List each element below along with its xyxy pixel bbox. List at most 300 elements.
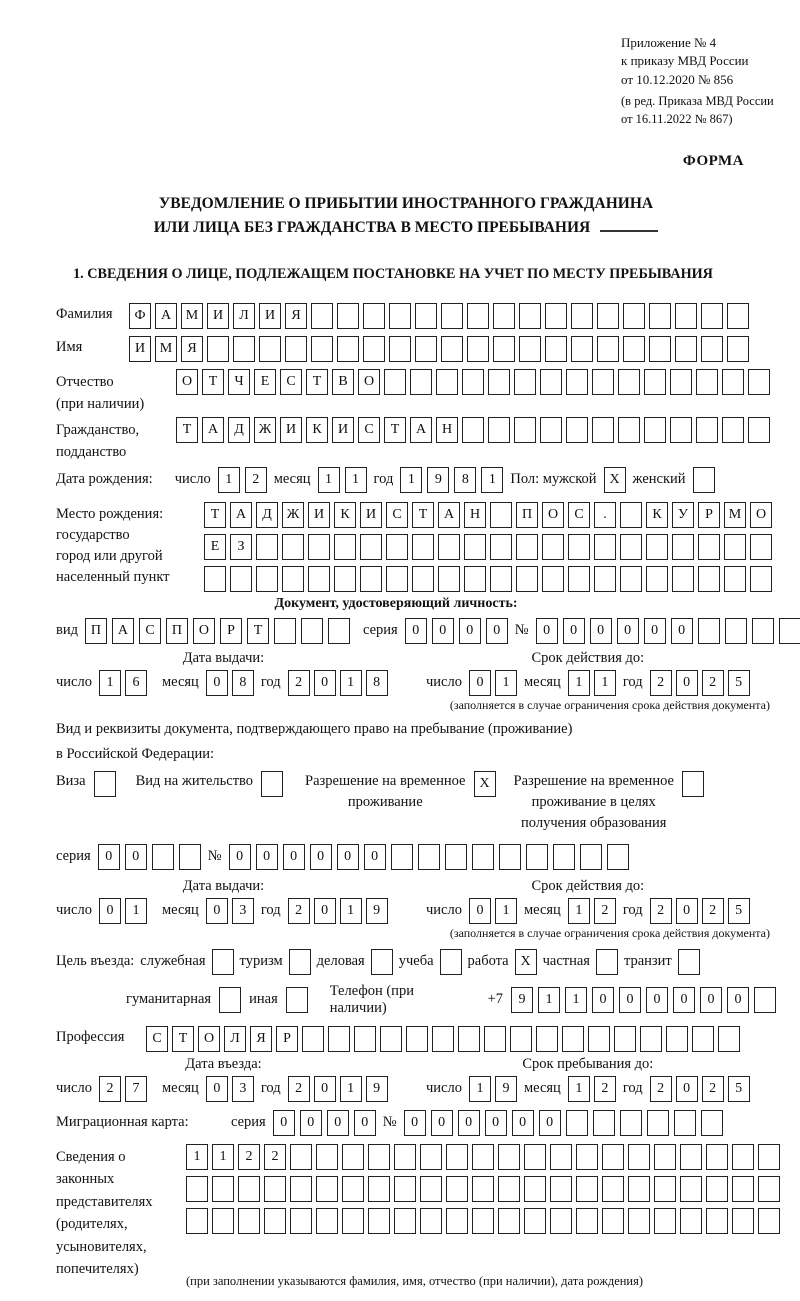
- char-cell[interactable]: [594, 534, 616, 560]
- birth-year-input[interactable]: [400, 467, 503, 493]
- purpose-tourism-checkbox[interactable]: [289, 949, 311, 975]
- char-cell[interactable]: [722, 417, 744, 443]
- char-cell[interactable]: Т: [247, 618, 269, 644]
- char-cell[interactable]: [654, 1208, 676, 1234]
- char-cell[interactable]: 0: [512, 1110, 534, 1136]
- char-cell[interactable]: Р: [698, 502, 720, 528]
- char-cell[interactable]: И: [280, 417, 302, 443]
- char-cell[interactable]: [446, 1176, 468, 1202]
- char-cell[interactable]: Л: [224, 1026, 246, 1052]
- representatives-line2-input[interactable]: [186, 1176, 780, 1202]
- char-cell[interactable]: [418, 844, 440, 870]
- char-cell[interactable]: О: [750, 502, 772, 528]
- char-cell[interactable]: [440, 949, 462, 975]
- char-cell[interactable]: И: [129, 336, 151, 362]
- char-cell[interactable]: [368, 1144, 390, 1170]
- char-cell[interactable]: О: [358, 369, 380, 395]
- char-cell[interactable]: [675, 336, 697, 362]
- char-cell[interactable]: Я: [285, 303, 307, 329]
- char-cell[interactable]: 0: [337, 844, 359, 870]
- char-cell[interactable]: С: [358, 417, 380, 443]
- char-cell[interactable]: С: [280, 369, 302, 395]
- char-cell[interactable]: 0: [469, 898, 491, 924]
- char-cell[interactable]: 0: [206, 1076, 228, 1102]
- residence-permit-checkbox[interactable]: [261, 771, 283, 797]
- char-cell[interactable]: 9: [511, 987, 533, 1013]
- char-cell[interactable]: 2: [650, 1076, 672, 1102]
- char-cell[interactable]: 9: [366, 898, 388, 924]
- char-cell[interactable]: [464, 566, 486, 592]
- char-cell[interactable]: 0: [563, 618, 585, 644]
- char-cell[interactable]: [186, 1176, 208, 1202]
- char-cell[interactable]: [628, 1144, 650, 1170]
- char-cell[interactable]: [540, 417, 562, 443]
- char-cell[interactable]: С: [386, 502, 408, 528]
- char-cell[interactable]: [354, 1026, 376, 1052]
- char-cell[interactable]: 0: [592, 987, 614, 1013]
- char-cell[interactable]: 0: [671, 618, 693, 644]
- profession-input[interactable]: [146, 1026, 740, 1052]
- purpose-transit-checkbox[interactable]: [678, 949, 700, 975]
- char-cell[interactable]: [701, 336, 723, 362]
- char-cell[interactable]: [698, 566, 720, 592]
- char-cell[interactable]: [510, 1026, 532, 1052]
- char-cell[interactable]: У: [672, 502, 694, 528]
- char-cell[interactable]: А: [202, 417, 224, 443]
- char-cell[interactable]: [696, 417, 718, 443]
- char-cell[interactable]: [420, 1208, 442, 1234]
- char-cell[interactable]: 0: [619, 987, 641, 1013]
- char-cell[interactable]: 0: [469, 670, 491, 696]
- char-cell[interactable]: [732, 1144, 754, 1170]
- visa-checkbox[interactable]: [94, 771, 116, 797]
- purpose-other-checkbox[interactable]: [286, 987, 308, 1013]
- char-cell[interactable]: [542, 566, 564, 592]
- char-cell[interactable]: [261, 771, 283, 797]
- char-cell[interactable]: [724, 566, 746, 592]
- char-cell[interactable]: [328, 1026, 350, 1052]
- char-cell[interactable]: О: [542, 502, 564, 528]
- char-cell[interactable]: [670, 417, 692, 443]
- res-valid-month-input[interactable]: [568, 898, 616, 924]
- char-cell[interactable]: А: [438, 502, 460, 528]
- stay-day-input[interactable]: [469, 1076, 517, 1102]
- char-cell[interactable]: Т: [384, 417, 406, 443]
- char-cell[interactable]: [274, 618, 296, 644]
- char-cell[interactable]: Я: [250, 1026, 272, 1052]
- char-cell[interactable]: [445, 844, 467, 870]
- char-cell[interactable]: [438, 534, 460, 560]
- char-cell[interactable]: [545, 303, 567, 329]
- char-cell[interactable]: [576, 1176, 598, 1202]
- char-cell[interactable]: [706, 1144, 728, 1170]
- char-cell[interactable]: Т: [176, 417, 198, 443]
- char-cell[interactable]: [542, 534, 564, 560]
- temp-residence-edu-checkbox[interactable]: [682, 771, 704, 797]
- char-cell[interactable]: [614, 1026, 636, 1052]
- char-cell[interactable]: 5: [728, 898, 750, 924]
- char-cell[interactable]: 1: [495, 898, 517, 924]
- char-cell[interactable]: [682, 771, 704, 797]
- char-cell[interactable]: 1: [568, 1076, 590, 1102]
- char-cell[interactable]: [644, 369, 666, 395]
- residence-number-input[interactable]: [229, 844, 629, 870]
- char-cell[interactable]: И: [207, 303, 229, 329]
- char-cell[interactable]: Д: [256, 502, 278, 528]
- char-cell[interactable]: 2: [650, 898, 672, 924]
- char-cell[interactable]: 2: [288, 1076, 310, 1102]
- char-cell[interactable]: [692, 1026, 714, 1052]
- char-cell[interactable]: К: [306, 417, 328, 443]
- char-cell[interactable]: А: [410, 417, 432, 443]
- char-cell[interactable]: 2: [702, 670, 724, 696]
- char-cell[interactable]: [718, 1026, 740, 1052]
- char-cell[interactable]: [290, 1208, 312, 1234]
- char-cell[interactable]: И: [308, 502, 330, 528]
- char-cell[interactable]: 0: [432, 618, 454, 644]
- char-cell[interactable]: [732, 1176, 754, 1202]
- char-cell[interactable]: [623, 336, 645, 362]
- char-cell[interactable]: X: [474, 771, 496, 797]
- representatives-line1-input[interactable]: [186, 1144, 780, 1170]
- char-cell[interactable]: 1: [538, 987, 560, 1013]
- char-cell[interactable]: [566, 417, 588, 443]
- char-cell[interactable]: [386, 534, 408, 560]
- char-cell[interactable]: 2: [288, 670, 310, 696]
- char-cell[interactable]: 2: [288, 898, 310, 924]
- res-issue-month-input[interactable]: [206, 898, 254, 924]
- char-cell[interactable]: [675, 303, 697, 329]
- char-cell[interactable]: [562, 1026, 584, 1052]
- char-cell[interactable]: С: [146, 1026, 168, 1052]
- surname-input[interactable]: [129, 303, 749, 329]
- char-cell[interactable]: 9: [495, 1076, 517, 1102]
- char-cell[interactable]: 0: [364, 844, 386, 870]
- char-cell[interactable]: [727, 303, 749, 329]
- char-cell[interactable]: [618, 417, 640, 443]
- char-cell[interactable]: Л: [233, 303, 255, 329]
- char-cell[interactable]: [94, 771, 116, 797]
- char-cell[interactable]: [438, 566, 460, 592]
- char-cell[interactable]: 2: [245, 467, 267, 493]
- char-cell[interactable]: [384, 369, 406, 395]
- char-cell[interactable]: [593, 1110, 615, 1136]
- char-cell[interactable]: [389, 303, 411, 329]
- char-cell[interactable]: 1: [495, 670, 517, 696]
- char-cell[interactable]: [550, 1144, 572, 1170]
- char-cell[interactable]: [516, 534, 538, 560]
- char-cell[interactable]: О: [193, 618, 215, 644]
- char-cell[interactable]: [337, 303, 359, 329]
- char-cell[interactable]: [432, 1026, 454, 1052]
- char-cell[interactable]: [472, 1144, 494, 1170]
- char-cell[interactable]: [568, 566, 590, 592]
- char-cell[interactable]: 1: [565, 987, 587, 1013]
- char-cell[interactable]: [212, 1176, 234, 1202]
- char-cell[interactable]: К: [646, 502, 668, 528]
- char-cell[interactable]: [550, 1208, 572, 1234]
- doc-type-input[interactable]: [85, 618, 350, 644]
- char-cell[interactable]: [568, 534, 590, 560]
- char-cell[interactable]: [406, 1026, 428, 1052]
- char-cell[interactable]: [316, 1176, 338, 1202]
- char-cell[interactable]: [644, 417, 666, 443]
- char-cell[interactable]: 0: [354, 1110, 376, 1136]
- char-cell[interactable]: 3: [232, 1076, 254, 1102]
- char-cell[interactable]: В: [332, 369, 354, 395]
- char-cell[interactable]: 1: [340, 670, 362, 696]
- char-cell[interactable]: Ч: [228, 369, 250, 395]
- char-cell[interactable]: [519, 303, 541, 329]
- char-cell[interactable]: [311, 303, 333, 329]
- char-cell[interactable]: [412, 534, 434, 560]
- char-cell[interactable]: [620, 534, 642, 560]
- char-cell[interactable]: 2: [594, 1076, 616, 1102]
- char-cell[interactable]: [186, 1208, 208, 1234]
- char-cell[interactable]: [597, 303, 619, 329]
- char-cell[interactable]: [152, 844, 174, 870]
- char-cell[interactable]: 1: [218, 467, 240, 493]
- purpose-business-checkbox[interactable]: [371, 949, 393, 975]
- char-cell[interactable]: [462, 417, 484, 443]
- char-cell[interactable]: [748, 417, 770, 443]
- char-cell[interactable]: [536, 1026, 558, 1052]
- valid-month-input[interactable]: [568, 670, 616, 696]
- char-cell[interactable]: [519, 336, 541, 362]
- char-cell[interactable]: [360, 534, 382, 560]
- char-cell[interactable]: [649, 336, 671, 362]
- char-cell[interactable]: [441, 303, 463, 329]
- char-cell[interactable]: 8: [454, 467, 476, 493]
- char-cell[interactable]: Ж: [282, 502, 304, 528]
- char-cell[interactable]: К: [334, 502, 356, 528]
- purpose-study-checkbox[interactable]: [440, 949, 462, 975]
- char-cell[interactable]: [498, 1176, 520, 1202]
- char-cell[interactable]: 6: [125, 670, 147, 696]
- char-cell[interactable]: 0: [405, 618, 427, 644]
- char-cell[interactable]: [219, 987, 241, 1013]
- char-cell[interactable]: 0: [646, 987, 668, 1013]
- char-cell[interactable]: [649, 303, 671, 329]
- char-cell[interactable]: Р: [276, 1026, 298, 1052]
- char-cell[interactable]: .: [594, 502, 616, 528]
- char-cell[interactable]: Ф: [129, 303, 151, 329]
- birth-month-input[interactable]: [318, 467, 367, 493]
- char-cell[interactable]: [363, 303, 385, 329]
- char-cell[interactable]: [472, 1176, 494, 1202]
- char-cell[interactable]: [412, 566, 434, 592]
- char-cell[interactable]: [620, 502, 642, 528]
- char-cell[interactable]: 0: [99, 898, 121, 924]
- doc-number-input[interactable]: [536, 618, 800, 644]
- char-cell[interactable]: [592, 369, 614, 395]
- char-cell[interactable]: X: [515, 949, 537, 975]
- char-cell[interactable]: 0: [98, 844, 120, 870]
- char-cell[interactable]: [588, 1026, 610, 1052]
- char-cell[interactable]: 0: [229, 844, 251, 870]
- char-cell[interactable]: П: [85, 618, 107, 644]
- char-cell[interactable]: 0: [536, 618, 558, 644]
- char-cell[interactable]: 2: [238, 1144, 260, 1170]
- char-cell[interactable]: Ж: [254, 417, 276, 443]
- char-cell[interactable]: [680, 1208, 702, 1234]
- stay-year-input[interactable]: [650, 1076, 750, 1102]
- char-cell[interactable]: [490, 502, 512, 528]
- char-cell[interactable]: [311, 336, 333, 362]
- char-cell[interactable]: [436, 369, 458, 395]
- char-cell[interactable]: 8: [366, 670, 388, 696]
- char-cell[interactable]: [462, 369, 484, 395]
- purpose-work-checkbox[interactable]: [515, 949, 537, 975]
- char-cell[interactable]: [623, 303, 645, 329]
- char-cell[interactable]: 1: [481, 467, 503, 493]
- char-cell[interactable]: [706, 1208, 728, 1234]
- char-cell[interactable]: 7: [125, 1076, 147, 1102]
- char-cell[interactable]: 1: [469, 1076, 491, 1102]
- char-cell[interactable]: [499, 844, 521, 870]
- char-cell[interactable]: [394, 1144, 416, 1170]
- char-cell[interactable]: [238, 1208, 260, 1234]
- char-cell[interactable]: 9: [366, 1076, 388, 1102]
- char-cell[interactable]: Т: [202, 369, 224, 395]
- char-cell[interactable]: [368, 1176, 390, 1202]
- char-cell[interactable]: [727, 336, 749, 362]
- char-cell[interactable]: [394, 1176, 416, 1202]
- char-cell[interactable]: Т: [306, 369, 328, 395]
- char-cell[interactable]: [693, 467, 715, 493]
- char-cell[interactable]: [472, 1208, 494, 1234]
- char-cell[interactable]: [493, 336, 515, 362]
- char-cell[interactable]: [618, 369, 640, 395]
- char-cell[interactable]: [524, 1144, 546, 1170]
- char-cell[interactable]: 0: [458, 1110, 480, 1136]
- char-cell[interactable]: 0: [676, 1076, 698, 1102]
- char-cell[interactable]: 0: [314, 670, 336, 696]
- birth-place-line3-input[interactable]: [204, 566, 772, 592]
- char-cell[interactable]: 5: [728, 1076, 750, 1102]
- residence-series-input[interactable]: [98, 844, 201, 870]
- char-cell[interactable]: [597, 336, 619, 362]
- form-number-blank[interactable]: [600, 218, 658, 232]
- char-cell[interactable]: С: [568, 502, 590, 528]
- char-cell[interactable]: Д: [228, 417, 250, 443]
- entry-day-input[interactable]: [99, 1076, 147, 1102]
- char-cell[interactable]: 0: [617, 618, 639, 644]
- char-cell[interactable]: М: [724, 502, 746, 528]
- char-cell[interactable]: [308, 566, 330, 592]
- char-cell[interactable]: 1: [340, 1076, 362, 1102]
- char-cell[interactable]: [371, 949, 393, 975]
- citizenship-input[interactable]: [176, 417, 770, 443]
- char-cell[interactable]: [722, 369, 744, 395]
- char-cell[interactable]: [592, 417, 614, 443]
- char-cell[interactable]: Я: [181, 336, 203, 362]
- representatives-line3-input[interactable]: [186, 1208, 780, 1234]
- char-cell[interactable]: [706, 1176, 728, 1202]
- char-cell[interactable]: 0: [300, 1110, 322, 1136]
- char-cell[interactable]: 0: [283, 844, 305, 870]
- stay-month-input[interactable]: [568, 1076, 616, 1102]
- char-cell[interactable]: [576, 1144, 598, 1170]
- char-cell[interactable]: [654, 1176, 676, 1202]
- char-cell[interactable]: [328, 618, 350, 644]
- char-cell[interactable]: 1: [212, 1144, 234, 1170]
- char-cell[interactable]: Е: [204, 534, 226, 560]
- char-cell[interactable]: С: [139, 618, 161, 644]
- char-cell[interactable]: [212, 949, 234, 975]
- char-cell[interactable]: [516, 566, 538, 592]
- char-cell[interactable]: [580, 844, 602, 870]
- char-cell[interactable]: [725, 618, 747, 644]
- entry-year-input[interactable]: [288, 1076, 388, 1102]
- char-cell[interactable]: [179, 844, 201, 870]
- birth-place-line1-input[interactable]: [204, 502, 772, 528]
- char-cell[interactable]: [308, 534, 330, 560]
- char-cell[interactable]: Н: [464, 502, 486, 528]
- char-cell[interactable]: 0: [459, 618, 481, 644]
- char-cell[interactable]: [698, 534, 720, 560]
- char-cell[interactable]: 1: [568, 898, 590, 924]
- char-cell[interactable]: [394, 1208, 416, 1234]
- char-cell[interactable]: [607, 844, 629, 870]
- char-cell[interactable]: З: [230, 534, 252, 560]
- char-cell[interactable]: 0: [700, 987, 722, 1013]
- char-cell[interactable]: 1: [400, 467, 422, 493]
- char-cell[interactable]: 0: [273, 1110, 295, 1136]
- res-valid-day-input[interactable]: [469, 898, 517, 924]
- char-cell[interactable]: X: [604, 467, 626, 493]
- char-cell[interactable]: [259, 336, 281, 362]
- char-cell[interactable]: 0: [676, 898, 698, 924]
- char-cell[interactable]: И: [259, 303, 281, 329]
- char-cell[interactable]: [701, 303, 723, 329]
- char-cell[interactable]: [566, 1110, 588, 1136]
- char-cell[interactable]: [290, 1144, 312, 1170]
- char-cell[interactable]: 0: [314, 1076, 336, 1102]
- char-cell[interactable]: [654, 1144, 676, 1170]
- char-cell[interactable]: Т: [204, 502, 226, 528]
- char-cell[interactable]: 0: [431, 1110, 453, 1136]
- char-cell[interactable]: [391, 844, 413, 870]
- char-cell[interactable]: [446, 1208, 468, 1234]
- char-cell[interactable]: [256, 566, 278, 592]
- char-cell[interactable]: [204, 566, 226, 592]
- char-cell[interactable]: [596, 949, 618, 975]
- char-cell[interactable]: [602, 1144, 624, 1170]
- char-cell[interactable]: 2: [702, 1076, 724, 1102]
- char-cell[interactable]: [488, 369, 510, 395]
- char-cell[interactable]: [342, 1176, 364, 1202]
- char-cell[interactable]: [571, 303, 593, 329]
- char-cell[interactable]: [342, 1144, 364, 1170]
- char-cell[interactable]: Т: [412, 502, 434, 528]
- char-cell[interactable]: [672, 534, 694, 560]
- char-cell[interactable]: [420, 1144, 442, 1170]
- char-cell[interactable]: [750, 566, 772, 592]
- char-cell[interactable]: [698, 618, 720, 644]
- char-cell[interactable]: [410, 369, 432, 395]
- char-cell[interactable]: [282, 534, 304, 560]
- char-cell[interactable]: [724, 534, 746, 560]
- char-cell[interactable]: [290, 1176, 312, 1202]
- char-cell[interactable]: [230, 566, 252, 592]
- char-cell[interactable]: [680, 1144, 702, 1170]
- char-cell[interactable]: 1: [594, 670, 616, 696]
- char-cell[interactable]: 0: [125, 844, 147, 870]
- char-cell[interactable]: [415, 336, 437, 362]
- temp-residence-checkbox[interactable]: [474, 771, 496, 797]
- char-cell[interactable]: [748, 369, 770, 395]
